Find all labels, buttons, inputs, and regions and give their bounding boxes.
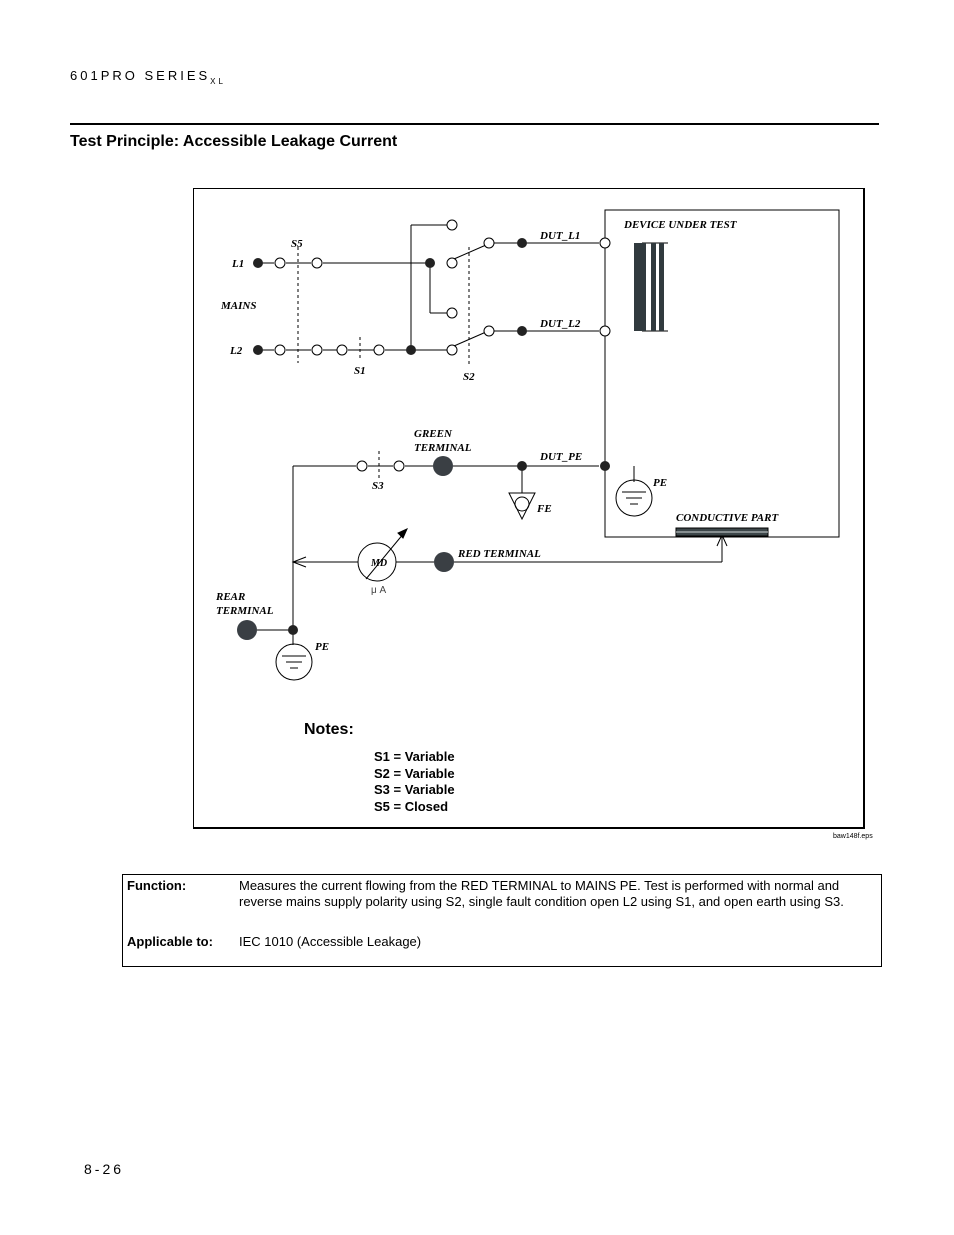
label-s2: S2 [463,371,475,383]
label-dut-pe: DUT_PE [540,451,583,463]
label-pe-device: PE [653,477,668,489]
label-green-terminal-line1: GREEN [414,428,452,440]
label-red-terminal: RED TERMINAL [458,548,541,560]
series-suffix: XL [210,77,226,86]
label-dut-l2: DUT_L2 [540,318,581,330]
function-text: Measures the current flowing from the RED TERMINAL to MAINS PE. Test is performed with normal and reverse mains supply polarity using S2, single fault condition open L2 using S1, and open earth using S3. [239,878,844,909]
figure-id: baw148f.eps [833,833,873,840]
applicable-text: IEC 1010 (Accessible Leakage) [239,934,422,949]
label-pe-rear: PE [315,641,330,653]
label-s5: S5 [291,238,303,250]
label-md: MD [371,558,388,569]
label-fe: FE [537,503,552,515]
label-l1: L1 [232,258,245,270]
label-mains: MAINS [221,300,257,312]
info-table [122,874,882,967]
note-item: S3 = Variable [374,782,455,797]
label-l2: L2 [230,345,243,357]
function-label: Function: [127,878,187,893]
label-micro-amp: μ A [371,585,387,596]
notes-list [374,749,455,815]
label-green-terminal-line2: TERMINAL [414,442,472,454]
page-number: 8-26 [84,1161,125,1177]
note-item: S2 = Variable [374,765,455,781]
label-dut-l1: DUT_L1 [540,230,581,242]
circuit-diagram-frame [193,188,865,829]
notes-title: Notes: [304,721,354,738]
note-item: S5 = Closed [374,798,449,814]
label-conductive-part: CONDUCTIVE PART [676,512,779,524]
running-header [70,68,226,86]
series-name: 601PRO SERIES [70,68,211,83]
circuit-diagram [194,189,866,830]
label-rear-terminal-line1: REAR [216,591,246,603]
header-rule [70,123,879,125]
note-item: S1 = Variable [374,749,455,764]
label-rear-terminal-line2: TERMINAL [216,605,274,617]
label-device-under-test: DEVICE UNDER TEST [624,219,737,231]
label-s1: S1 [354,365,366,377]
applicable-label: Applicable to: [127,934,213,949]
section-title: Test Principle: Accessible Leakage Current [70,133,398,150]
label-s3: S3 [372,480,384,492]
